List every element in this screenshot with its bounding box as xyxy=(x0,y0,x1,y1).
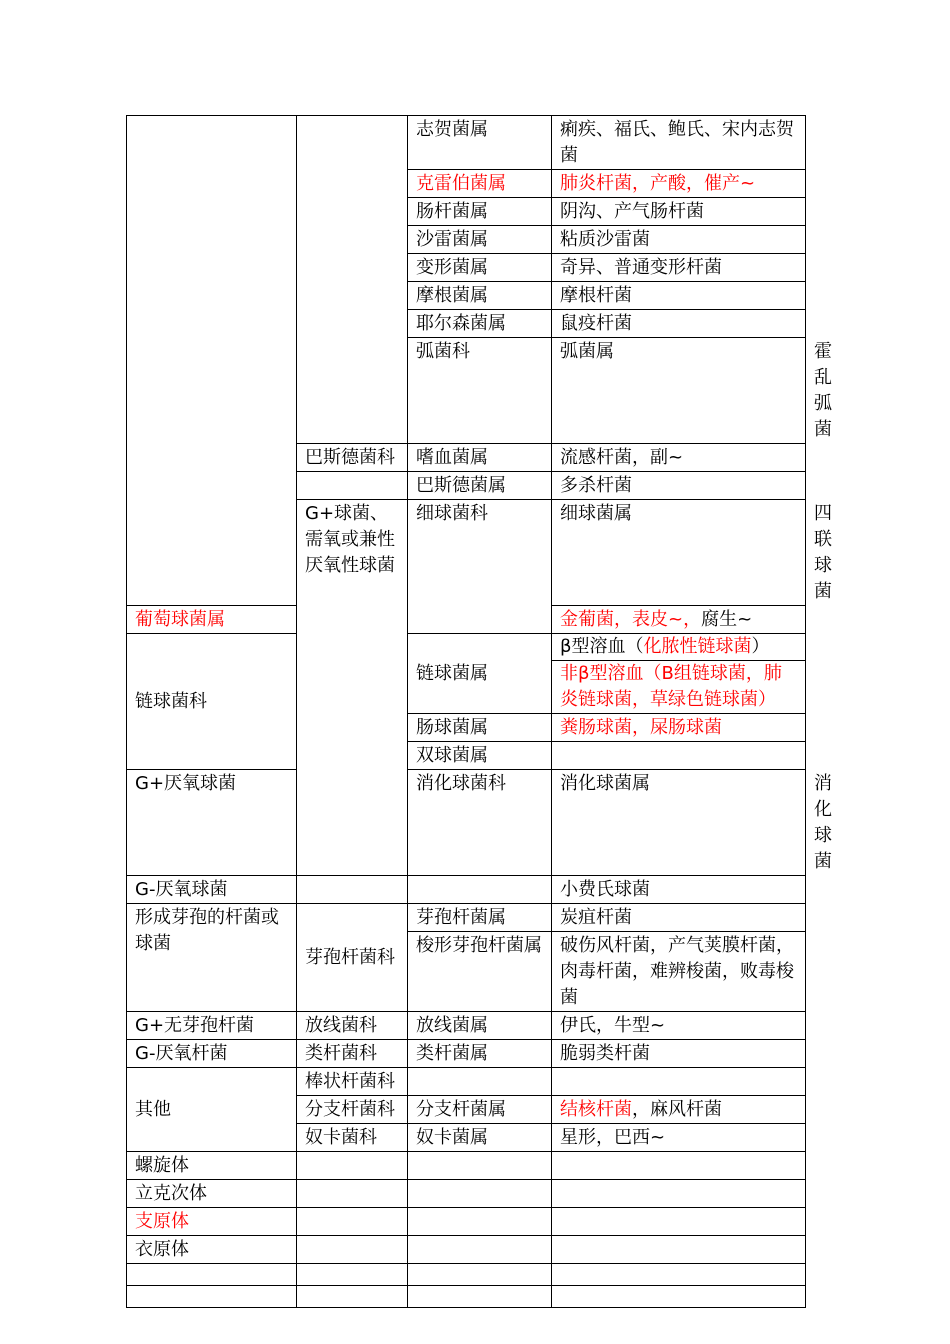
table-row xyxy=(127,634,806,714)
genus-cell: 弧菌属 xyxy=(552,338,806,444)
genus-cell xyxy=(408,1068,552,1096)
category-cell: 其他 xyxy=(127,1068,297,1152)
genus-cell: 分支杆菌属 xyxy=(408,1096,552,1124)
examples-cell xyxy=(552,1068,806,1096)
examples-cell xyxy=(552,1236,806,1264)
family-cell: 芽孢杆菌科 xyxy=(297,904,408,1012)
family-cell: 棒状杆菌科 xyxy=(297,1068,408,1096)
family-cell xyxy=(297,116,408,444)
examples-cell: 粘质沙雷菌 xyxy=(552,226,806,254)
category-cell: 支原体 xyxy=(127,1208,297,1236)
table-row xyxy=(127,1208,806,1236)
genus-cell xyxy=(408,1152,552,1180)
examples-cell xyxy=(552,1152,806,1180)
genus-cell: 消化球菌属 xyxy=(552,770,806,876)
examples-cell: 脆弱类杆菌 xyxy=(552,1040,806,1068)
genus-cell: 放线菌属 xyxy=(408,1012,552,1040)
examples-highlight: 金葡菌，表皮~， xyxy=(560,609,702,630)
category-cell: 螺旋体 xyxy=(127,1152,297,1180)
examples-highlight: 结核杆菌 xyxy=(560,1099,632,1120)
empty-cell xyxy=(552,1264,806,1286)
genus-cell: 变形菌属 xyxy=(408,254,552,282)
genus-cell xyxy=(408,876,552,904)
table-row xyxy=(127,1264,806,1286)
empty-cell xyxy=(408,1264,552,1286)
examples-cell xyxy=(552,606,806,634)
category-cell xyxy=(127,116,297,606)
examples-text: 腐生~ xyxy=(701,609,753,630)
table-row xyxy=(127,1286,806,1308)
empty-cell xyxy=(127,1264,297,1286)
genus-cell: 克雷伯菌属 xyxy=(408,170,552,198)
family-cell: 链球菌科 xyxy=(127,634,297,770)
family-cell xyxy=(297,1236,408,1264)
examples-cell xyxy=(552,634,806,714)
genus-cell: 嗜血菌属 xyxy=(408,444,552,472)
family-cell xyxy=(297,1152,408,1180)
genus-cell: 双球菌属 xyxy=(408,742,552,770)
category-cell: G-厌氧球菌 xyxy=(127,876,297,904)
table-row: G+球菌、需氧或兼性厌氧性球菌 细球菌科 细球菌属 四联球菌 xyxy=(127,500,806,606)
genus-cell: 葡萄球菌属 xyxy=(127,606,297,634)
table-row xyxy=(127,904,806,932)
examples-cell: 肺炎杆菌，产酸，催产~ xyxy=(552,170,806,198)
beta-suffix: ） xyxy=(751,636,770,657)
examples-cell: 鼠疫杆菌 xyxy=(552,310,806,338)
genus-cell: 肠杆菌属 xyxy=(408,198,552,226)
family-cell xyxy=(297,876,408,904)
family-cell: 奴卡菌科 xyxy=(297,1124,408,1152)
empty-cell xyxy=(552,1286,806,1308)
family-cell: 分支杆菌科 xyxy=(297,1096,408,1124)
examples-cell: 阴沟、产气肠杆菌 xyxy=(552,198,806,226)
table-row xyxy=(127,1040,806,1068)
genus-cell: 肠球菌属 xyxy=(408,714,552,742)
examples-cell: 炭疽杆菌 xyxy=(552,904,806,932)
examples-cell: 粪肠球菌，屎肠球菌 xyxy=(552,714,806,742)
table-row xyxy=(127,1012,806,1040)
examples-cell: 摩根杆菌 xyxy=(552,282,806,310)
examples-cell: 痢疾、福氏、鲍氏、宋内志贺菌 xyxy=(552,116,806,170)
genus-cell xyxy=(408,1208,552,1236)
nonbeta-hemolysis-line: 非β型溶血（B组链球菌，肺炎链球菌，草绿色链球菌） xyxy=(552,660,805,713)
category-cell: G+球菌、需氧或兼性厌氧性球菌 xyxy=(297,500,408,876)
empty-cell xyxy=(297,1286,408,1308)
family-cell xyxy=(297,1180,408,1208)
genus-cell: 志贺菌属 xyxy=(408,116,552,170)
genus-cell: 细球菌属 xyxy=(552,500,806,606)
table-row xyxy=(127,116,806,170)
table-row: G+厌氧球菌 消化球菌科 消化球菌属 消化球菌 xyxy=(127,770,806,876)
beta-highlight: 化脓性链球菌 xyxy=(643,636,752,657)
family-cell: 弧菌科 xyxy=(408,338,552,444)
family-cell: 细球菌科 xyxy=(408,500,552,634)
examples-cell xyxy=(552,1208,806,1236)
empty-cell xyxy=(297,1264,408,1286)
bacteria-classification-table xyxy=(126,115,832,1308)
examples-cell: 星形，巴西~ xyxy=(552,1124,806,1152)
table-row xyxy=(127,1152,806,1180)
genus-cell: 奴卡菌属 xyxy=(408,1124,552,1152)
genus-cell xyxy=(408,1180,552,1208)
family-cell: 类杆菌科 xyxy=(297,1040,408,1068)
empty-cell xyxy=(127,1286,297,1308)
examples-text: ，麻风杆菌 xyxy=(632,1099,722,1120)
category-cell: 立克次体 xyxy=(127,1180,297,1208)
table-row xyxy=(127,1236,806,1264)
table-row xyxy=(127,876,806,904)
genus-cell: 类杆菌属 xyxy=(408,1040,552,1068)
empty-cell xyxy=(408,1286,552,1308)
category-cell: 形成芽孢的杆菌或球菌 xyxy=(127,904,297,1012)
examples-cell: 破伤风杆菌，产气荚膜杆菌，肉毒杆菌，难辨梭菌，败毒梭菌 xyxy=(552,932,806,1012)
examples-cell xyxy=(552,1096,806,1124)
genus-cell: 梭形芽孢杆菌属 xyxy=(408,932,552,1012)
family-cell: 巴斯德菌科 xyxy=(297,444,408,472)
genus-cell: 链球菌属 xyxy=(408,634,552,714)
table-row xyxy=(127,1180,806,1208)
category-cell: G-厌氧杆菌 xyxy=(127,1040,297,1068)
genus-cell: 巴斯德菌属 xyxy=(408,472,552,500)
family-cell xyxy=(297,472,408,500)
category-cell: 衣原体 xyxy=(127,1236,297,1264)
genus-cell: 沙雷菌属 xyxy=(408,226,552,254)
examples-cell: 奇异、普通变形杆菌 xyxy=(552,254,806,282)
beta-hemolysis-line xyxy=(560,634,797,660)
table-row xyxy=(127,1068,806,1096)
family-cell xyxy=(297,1208,408,1236)
examples-cell: 多杀杆菌 xyxy=(552,472,806,500)
category-cell: G+厌氧球菌 xyxy=(127,770,297,876)
genus-cell xyxy=(408,1236,552,1264)
examples-cell: 小费氏球菌 xyxy=(552,876,806,904)
genus-cell: 耶尔森菌属 xyxy=(408,310,552,338)
family-cell: 放线菌科 xyxy=(297,1012,408,1040)
examples-cell xyxy=(552,742,806,770)
beta-prefix: β型溶血（ xyxy=(560,636,644,657)
examples-cell: 流感杆菌，副~ xyxy=(552,444,806,472)
examples-cell: 伊氏，牛型~ xyxy=(552,1012,806,1040)
genus-cell: 摩根菌属 xyxy=(408,282,552,310)
examples-cell xyxy=(552,1180,806,1208)
genus-cell: 芽孢杆菌属 xyxy=(408,904,552,932)
table-row: 弧菌科 弧菌属 霍乱弧菌 xyxy=(127,338,806,444)
category-cell: G+无芽孢杆菌 xyxy=(127,1012,297,1040)
family-cell: 消化球菌科 xyxy=(408,770,552,876)
